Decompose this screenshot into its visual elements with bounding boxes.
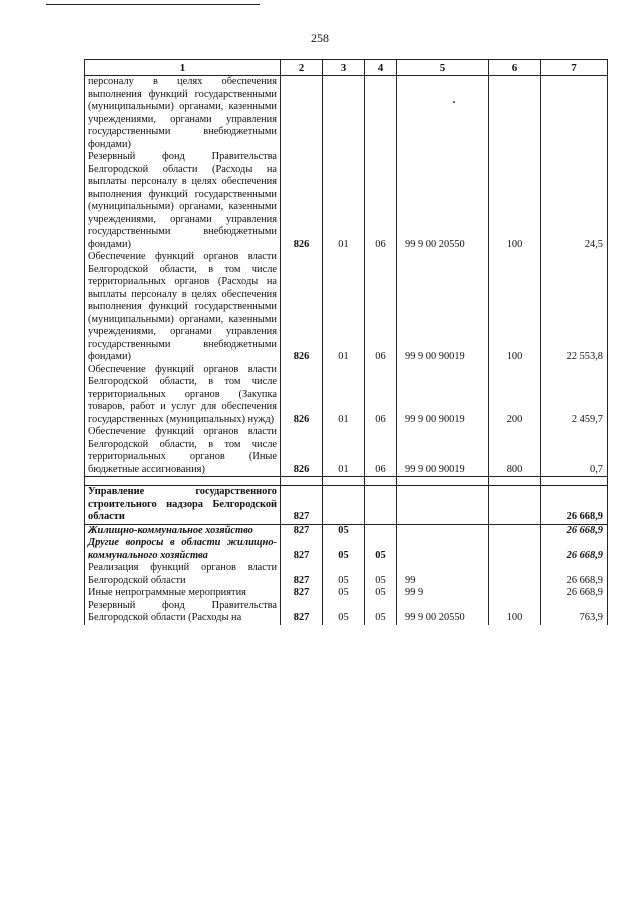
spacer-cell: [85, 477, 281, 486]
cell-c4: [365, 486, 397, 525]
cell-c5: 99 9 00 20550: [397, 600, 489, 625]
cell-c3: [323, 486, 365, 525]
cell-c6: [489, 537, 541, 562]
table-row: [85, 524, 608, 537]
cell-c6: 100: [489, 600, 541, 625]
cell-c5: 99 9: [397, 587, 489, 600]
cell-c3: 01: [323, 426, 365, 477]
spacer-cell: [541, 477, 608, 486]
cell-c1: Другие вопросы в области жилищно-коммунального хозяйства: [85, 537, 281, 562]
spacer-row: [85, 477, 608, 486]
cell-c1: персоналу в целях обеспечения выполнения функций государственными (муниципальными) органами, казенными учреждениями, органами управления государственными внебюджетными фондами): [85, 76, 281, 152]
header-col-3: 3: [323, 60, 365, 76]
cell-c2: 826: [281, 151, 323, 251]
cell-c3: 05: [323, 600, 365, 625]
cell-c7: 24,5: [541, 151, 608, 251]
table-row: [85, 76, 608, 152]
cell-c6: [489, 562, 541, 587]
table-row: [85, 562, 608, 587]
header-col-6: 6: [489, 60, 541, 76]
table-row: [85, 364, 608, 427]
cell-c7: 0,7: [541, 426, 608, 477]
header-col-1: 1: [85, 60, 281, 76]
cell-c1: Иные непрограммные мероприятия: [85, 587, 281, 600]
cell-c4: 05: [365, 587, 397, 600]
cell-c2: 826: [281, 251, 323, 364]
table-row: [85, 151, 608, 251]
cell-c7: [541, 76, 608, 152]
header-col-2: 2: [281, 60, 323, 76]
table-body: [85, 76, 608, 625]
cell-c3: 05: [323, 587, 365, 600]
cell-c6: [489, 76, 541, 152]
cell-c4: 06: [365, 251, 397, 364]
cell-c4: 06: [365, 426, 397, 477]
cell-c6: [489, 486, 541, 525]
cell-c4: 05: [365, 562, 397, 587]
cell-c5: [397, 486, 489, 525]
cell-c2: 827: [281, 524, 323, 537]
cell-c1: Резервный фонд Правительства Белгородской области (Расходы на выплаты персоналу в целях обеспечения выполнения функций государственными (муниципальными) органами, казенными учреждениями, органами управления государственными внебюджетными фондами): [85, 151, 281, 251]
table-row: [85, 600, 608, 625]
cell-c2: 827: [281, 537, 323, 562]
cell-c3: 05: [323, 524, 365, 537]
cell-c7: 26 668,9: [541, 562, 608, 587]
cell-c7: 26 668,9: [541, 486, 608, 525]
cell-c4: 05: [365, 537, 397, 562]
spacer-cell: [365, 477, 397, 486]
cell-c5: 99 9 00 90019: [397, 426, 489, 477]
cell-c7: 26 668,9: [541, 524, 608, 537]
cell-c7: 22 553,8: [541, 251, 608, 364]
cell-c2: 826: [281, 364, 323, 427]
top-rule: [46, 4, 260, 5]
cell-c3: 01: [323, 151, 365, 251]
cell-c4: 06: [365, 151, 397, 251]
cell-c3: 05: [323, 562, 365, 587]
cell-c6: 100: [489, 151, 541, 251]
header-col-7: 7: [541, 60, 608, 76]
cell-c6: 200: [489, 364, 541, 427]
cell-c2: 827: [281, 562, 323, 587]
cell-c5: 99 9 00 90019: [397, 251, 489, 364]
header-row: [85, 60, 608, 76]
cell-c3: [323, 76, 365, 152]
cell-c1: Жилищно-коммунальное хозяйство: [85, 524, 281, 537]
cell-c5: [397, 537, 489, 562]
spacer-cell: [281, 477, 323, 486]
cell-c6: 800: [489, 426, 541, 477]
cell-c2: [281, 76, 323, 152]
cell-c4: [365, 76, 397, 152]
cell-c7: 2 459,7: [541, 364, 608, 427]
cell-c6: 100: [489, 251, 541, 364]
spacer-cell: [323, 477, 365, 486]
cell-c1: Обеспечение функций органов власти Белгородской области, в том числе территориальных органов (Закупка товаров, работ и услуг для обеспечения государственных (муниципальных) нужд): [85, 364, 281, 427]
cell-c3: 01: [323, 251, 365, 364]
table-row: [85, 426, 608, 477]
cell-c1: Реализация функций органов власти Белгородской области: [85, 562, 281, 587]
cell-c4: 06: [365, 364, 397, 427]
cell-c3: 01: [323, 364, 365, 427]
table-row: [85, 486, 608, 525]
cell-c5: 99 9 00 20550: [397, 151, 489, 251]
cell-c4: [365, 524, 397, 537]
cell-c6: [489, 587, 541, 600]
cell-c2: 827: [281, 486, 323, 525]
table-row: [85, 587, 608, 600]
cell-c6: [489, 524, 541, 537]
header-col-5: 5: [397, 60, 489, 76]
table-row: [85, 251, 608, 364]
budget-table: [84, 59, 608, 625]
cell-c1: Обеспечение функций органов власти Белгородской области, в том числе территориальных органов (Расходы на выплаты персоналу в целях обеспечения выполнения функций государственными (муниципальными) органами, казенными учреждениями, органами управления государственными внебюджетными фондами): [85, 251, 281, 364]
cell-c1: Обеспечение функций органов власти Белгородской области, в том числе территориальных органов (Иные бюджетные ассигнования): [85, 426, 281, 477]
cell-c5: [397, 76, 489, 152]
cell-c2: 826: [281, 426, 323, 477]
cell-c5: 99: [397, 562, 489, 587]
cell-c2: 827: [281, 600, 323, 625]
cell-c5: 99 9 00 90019: [397, 364, 489, 427]
cell-c1: Резервный фонд Правительства Белгородской области (Расходы на: [85, 600, 281, 625]
cell-c5: [397, 524, 489, 537]
cell-c1: Управление государственного строительного надзора Белгородской области: [85, 486, 281, 525]
cell-c4: 05: [365, 600, 397, 625]
cell-c2: 827: [281, 587, 323, 600]
header-col-4: 4: [365, 60, 397, 76]
cell-c7: 26 668,9: [541, 537, 608, 562]
page-number: 258: [311, 31, 329, 45]
cell-c7: 763,9: [541, 600, 608, 625]
cell-c3: 05: [323, 537, 365, 562]
cell-c7: 26 668,9: [541, 587, 608, 600]
table-row: [85, 537, 608, 562]
spacer-cell: [489, 477, 541, 486]
spacer-cell: [397, 477, 489, 486]
